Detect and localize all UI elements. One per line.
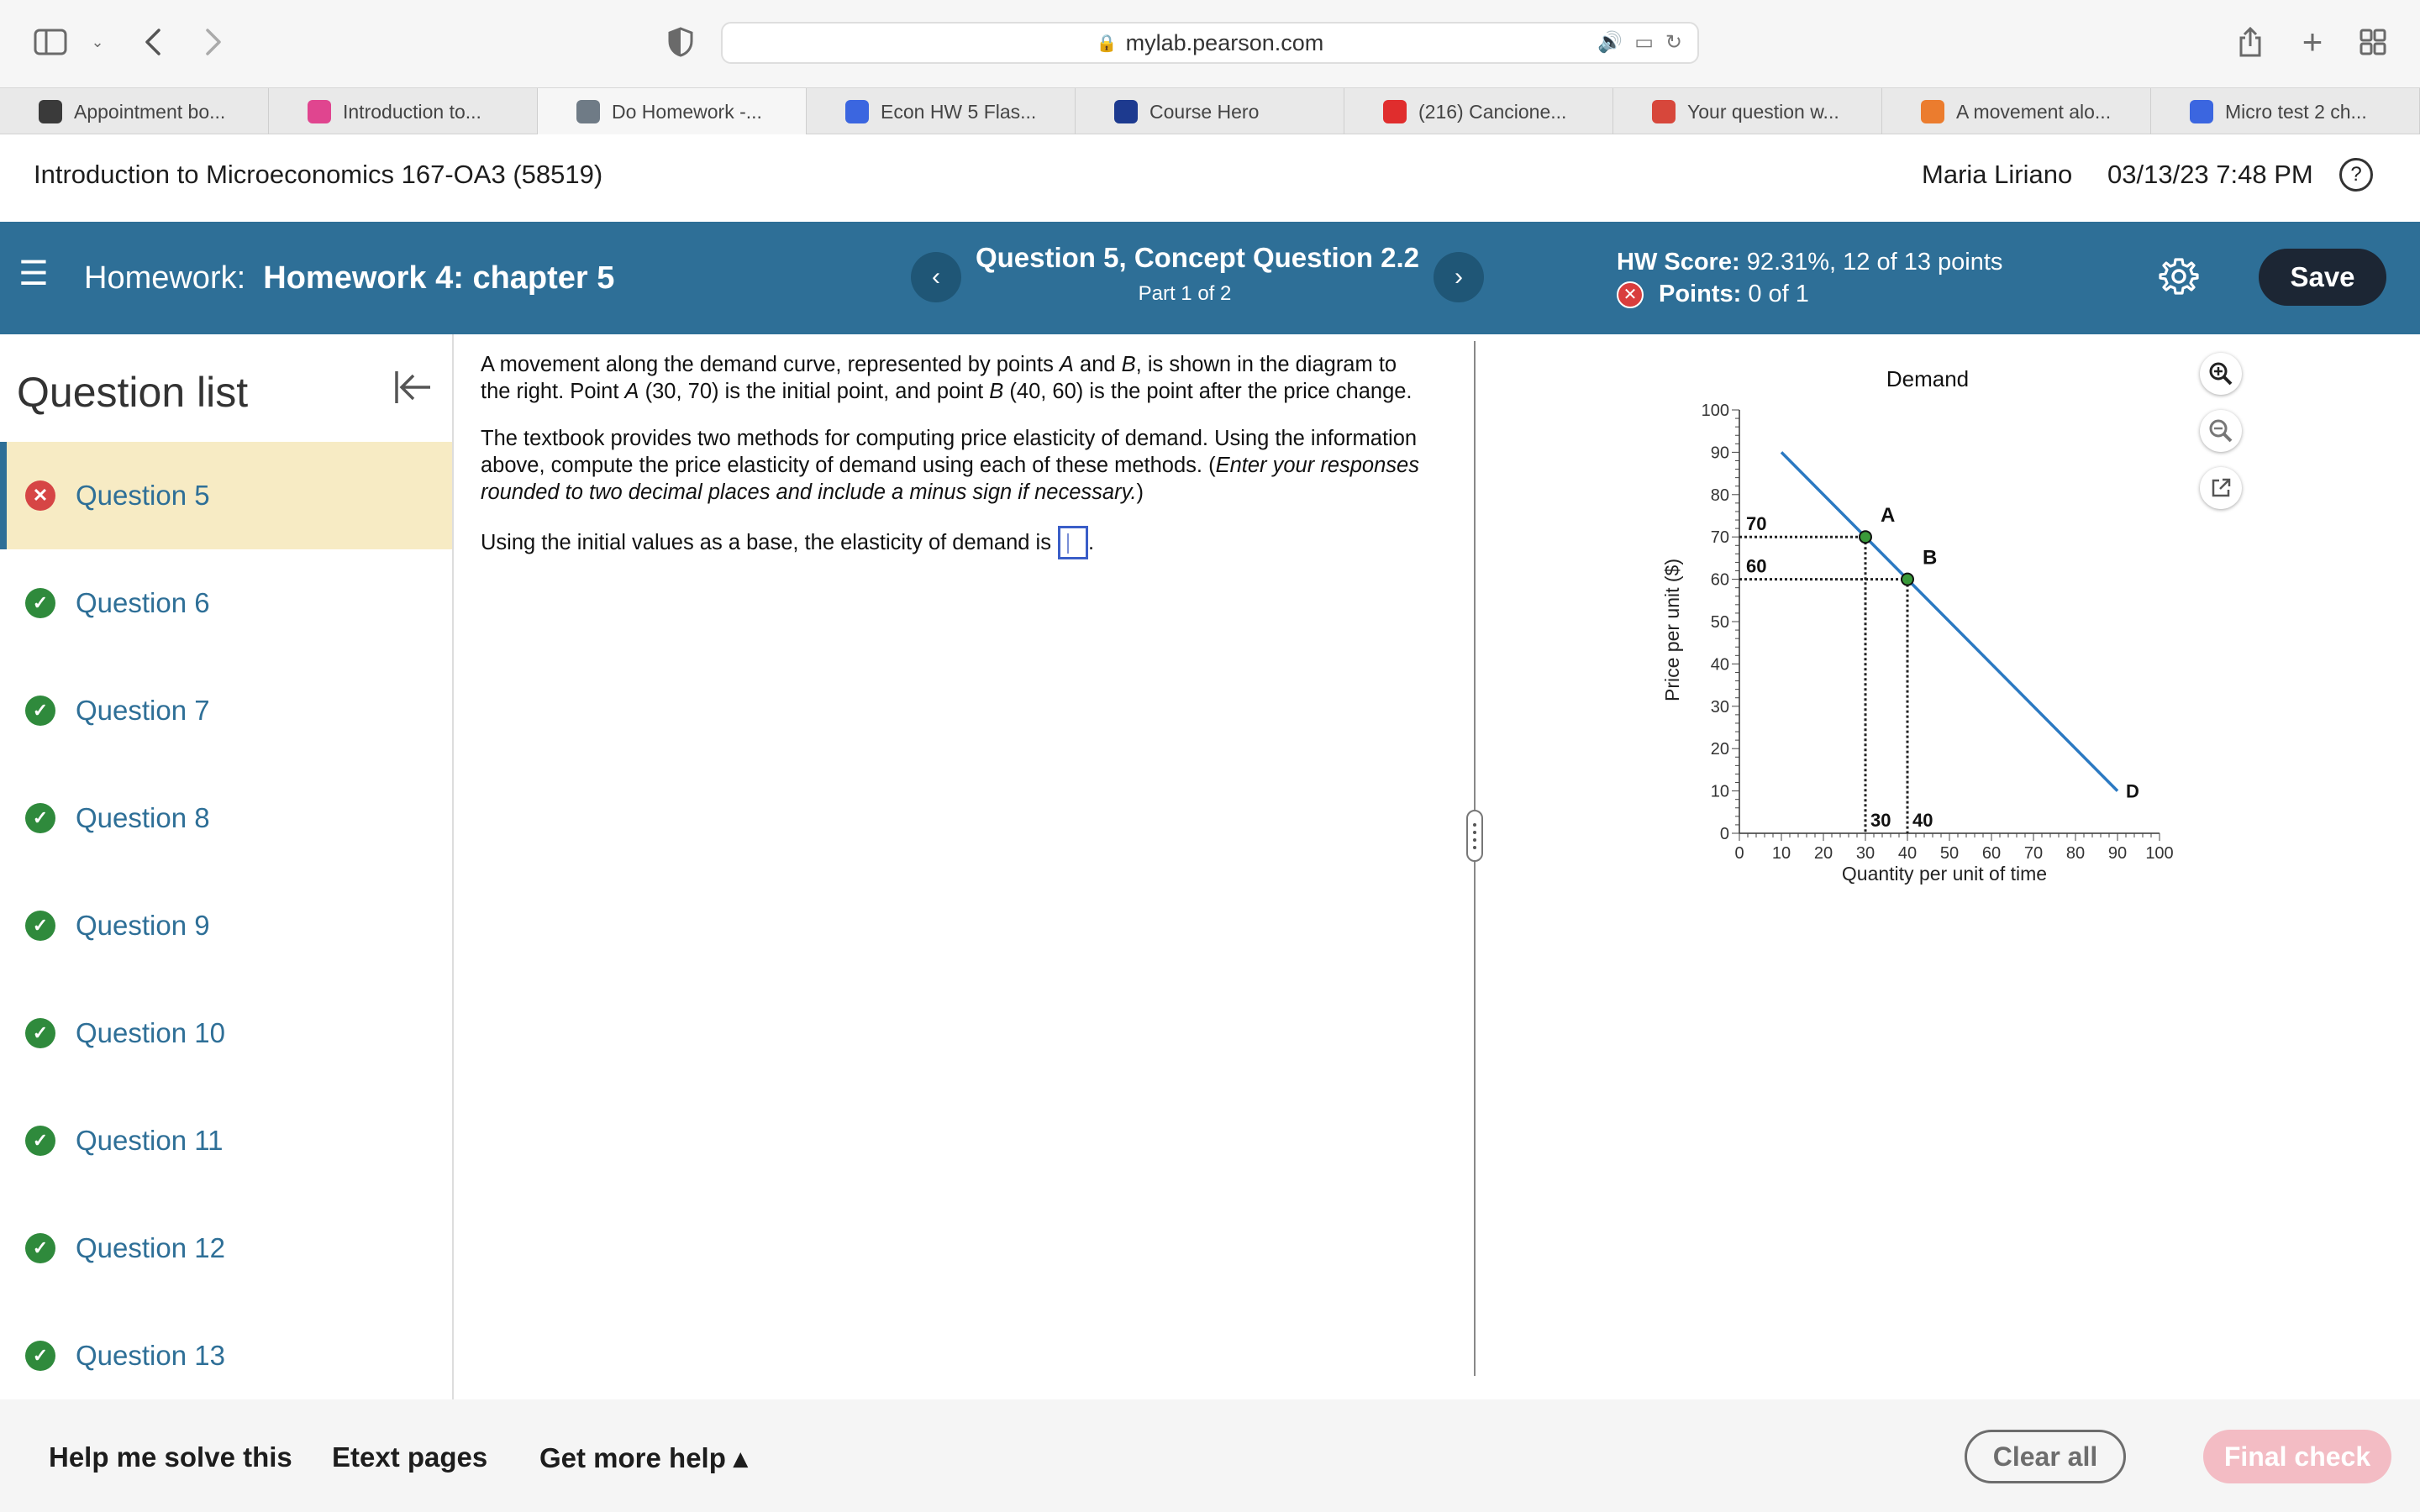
new-tab-icon[interactable]: +	[2302, 22, 2323, 61]
course-header	[0, 134, 2420, 222]
question-list-label: Question 6	[76, 587, 210, 618]
x-tick-label: 80	[2065, 844, 2086, 863]
question-text	[481, 351, 1430, 559]
question-list-item[interactable]	[0, 549, 452, 657]
guide-value-label: 70	[1746, 513, 1767, 535]
y-tick-label: 40	[1710, 655, 1729, 675]
browser-tab-label: Appointment bo...	[74, 100, 226, 123]
question-list-label: Question 12	[76, 1232, 225, 1263]
demand-curve	[1781, 452, 2118, 790]
p-logo-icon	[576, 100, 600, 123]
gmail-icon	[1652, 100, 1676, 123]
browser-tab-label: Micro test 2 ch...	[2225, 100, 2367, 123]
question-list-label: Question 10	[76, 1017, 225, 1048]
y-tick-label: 30	[1710, 697, 1729, 717]
browser-tab[interactable]	[538, 88, 807, 135]
point-label: B	[1923, 546, 1938, 570]
y-tick-label: 100	[1701, 402, 1729, 420]
browser-tab-label: Your question w...	[1687, 100, 1839, 123]
question-list-label: Question 13	[76, 1340, 225, 1371]
question-list-item[interactable]	[0, 1302, 452, 1399]
y-tick-label: 0	[1719, 825, 1729, 843]
question-list-label: Question 9	[76, 910, 210, 941]
browser-tab[interactable]	[269, 88, 538, 135]
reload-icon[interactable]: ↻	[1665, 31, 1682, 54]
question-list-label: Question 7	[76, 695, 210, 726]
y-tick-label: 90	[1710, 444, 1729, 463]
youtube-icon	[1383, 100, 1407, 123]
hw-score	[1617, 249, 2002, 276]
x-tick-label: 100	[2145, 844, 2174, 863]
incorrect-icon: ✕	[25, 480, 55, 511]
question-list-label: Question 11	[76, 1125, 224, 1156]
gear-icon[interactable]	[2158, 255, 2200, 297]
answer-prompt: Using the initial values as a base, the elasticity of demand is	[481, 531, 1051, 554]
collapse-sidebar-icon[interactable]	[392, 366, 434, 408]
zoom-out-icon[interactable]	[2200, 410, 2242, 452]
lock-icon: 🔒	[1096, 34, 1118, 53]
y-tick-label: 20	[1710, 740, 1729, 759]
browser-tab-label: Course Hero	[1150, 100, 1260, 123]
chegg-icon	[1921, 100, 1944, 123]
y-tick-label: 80	[1710, 486, 1729, 505]
guide-value-label: 30	[1870, 810, 1891, 831]
sidebar-toggle-icon[interactable]	[34, 25, 67, 59]
x-tick-label: 20	[1813, 844, 1833, 863]
browser-tab-label: Econ HW 5 Flas...	[881, 100, 1037, 123]
checkmark-icon: ✓	[25, 1233, 55, 1263]
chart-title: Demand	[1886, 366, 1970, 391]
x-tick-label: 30	[1855, 844, 1876, 863]
checkmark-icon: ✓	[25, 1126, 55, 1156]
question-list-item[interactable]	[0, 1087, 452, 1194]
menu-icon[interactable]: ☰	[18, 255, 49, 292]
answer-line: Using the initial values as a base, the elasticity of demand is .	[481, 526, 1430, 559]
y-tick-label: 70	[1710, 528, 1729, 548]
question-list-item[interactable]	[0, 657, 452, 764]
get-more-help-button[interactable]: Get more help ▴	[539, 1442, 748, 1473]
data-point	[1860, 531, 1871, 543]
x-tick-label: 10	[1771, 844, 1791, 863]
question-list-label: Question 5	[76, 480, 210, 511]
checkmark-icon: ✓	[25, 911, 55, 941]
y-axis-label: Price per unit ($)	[1661, 558, 1683, 702]
reader-icon[interactable]: ▭	[1634, 31, 1654, 54]
series-label: D	[2126, 780, 2139, 802]
help-icon[interactable]: ?	[2339, 158, 2373, 192]
browser-tab-label: Do Homework -...	[612, 100, 762, 123]
shield-icon[interactable]	[664, 25, 697, 59]
question-part: Part 1 of 2	[1138, 282, 1232, 305]
points	[1617, 281, 1809, 308]
checkmark-icon: ✓	[25, 1341, 55, 1371]
pane-resize-handle[interactable]	[1466, 810, 1483, 862]
open-external-icon[interactable]	[2200, 467, 2242, 509]
save-button[interactable]: Save	[2259, 249, 2386, 306]
browser-tab[interactable]	[1613, 88, 1882, 135]
y-tick-label: 60	[1710, 570, 1729, 590]
browser-tab[interactable]	[0, 88, 269, 135]
points-value: 0 of 1	[1748, 281, 1809, 307]
etext-pages-button[interactable]: Etext pages	[332, 1441, 488, 1473]
homework-label	[84, 260, 614, 297]
question-list-title: Question list	[17, 369, 249, 416]
question-list	[0, 334, 454, 1399]
browser-tab[interactable]	[807, 88, 1076, 135]
quizlet-icon	[845, 100, 869, 123]
checkmark-icon: ✓	[25, 803, 55, 833]
question-list-label: Question 8	[76, 802, 210, 833]
hw-score-label: HW Score:	[1617, 249, 1740, 276]
homework-bar	[0, 222, 2420, 334]
forward-arrow-icon[interactable]	[197, 25, 230, 59]
browser-toolbar	[0, 0, 2420, 87]
question-paragraph-2: The textbook provides two methods for computing price elasticity of demand. Using the information above, compute the price elasticity of demand using each of these methods. (Enter your responses rounded to two decimal places and include a minus sign if necessary.)	[481, 427, 1419, 504]
quizlet-icon	[2190, 100, 2213, 123]
help-me-solve-button[interactable]: Help me solve this	[49, 1441, 292, 1473]
next-question-button[interactable]: ›	[1434, 252, 1484, 302]
x-tick-label: 40	[1897, 844, 1918, 863]
hw-score-value: 92.31%, 12 of 13 points	[1746, 249, 2003, 276]
date-time: 03/13/23 7:48 PM	[2107, 160, 2313, 189]
x-tick-label: 50	[1939, 844, 1960, 863]
question-list-item[interactable]	[0, 764, 452, 872]
browser-tab[interactable]	[1882, 88, 2151, 135]
x-tick-label: 0	[1734, 844, 1744, 863]
incorrect-icon: ✕	[1617, 281, 1644, 308]
coursehero-icon	[1114, 100, 1138, 123]
data-point	[1902, 574, 1913, 585]
x-tick-label: 90	[2107, 844, 2128, 863]
browser-tab[interactable]	[2151, 88, 2420, 135]
browser-tab-label: (216) Cancione...	[1418, 100, 1567, 123]
browser-tab-label: Introduction to...	[343, 100, 481, 123]
previous-question-button[interactable]: ‹	[911, 252, 961, 302]
question-list-item[interactable]	[0, 979, 452, 1087]
checkmark-icon: ✓	[25, 696, 55, 726]
final-check-button[interactable]: Final check	[2203, 1430, 2391, 1483]
url-text: mylab.pearson.com	[1125, 29, 1324, 55]
back-arrow-icon[interactable]	[136, 25, 170, 59]
question-list-item[interactable]	[0, 1194, 452, 1302]
course-title: Introduction to Microeconomics 167-OA3 (58519)	[34, 160, 603, 189]
elasticity-answer-input[interactable]	[1058, 526, 1088, 559]
x-tick-label: 70	[2023, 844, 2044, 863]
question-list-item[interactable]	[0, 442, 452, 549]
question-title: Question 5, Concept Question 2.2	[975, 242, 1420, 273]
speaker-icon[interactable]: 🔊	[1597, 31, 1623, 54]
guide-value-label: 60	[1746, 555, 1767, 577]
x-tick-label: 60	[1981, 844, 2002, 863]
square-q-icon	[39, 100, 62, 123]
footer-bar	[0, 1399, 2420, 1512]
browser-tab[interactable]	[1076, 88, 1344, 135]
zoom-in-icon[interactable]	[2200, 353, 2242, 395]
question-paragraph-1: A movement along the demand curve, represented by points A and B, is shown in the diagram to the right. Point A (30, 70) is the initial point, and point B (40, 60) is the point after the price change.	[481, 353, 1413, 403]
clear-all-button[interactable]: Clear all	[1965, 1430, 2126, 1483]
points-label: Points:	[1659, 281, 1742, 307]
address-bar[interactable]	[721, 22, 1699, 64]
tab-strip	[0, 87, 2420, 134]
chevron-down-icon[interactable]: ⌄	[91, 33, 104, 50]
point-label: A	[1881, 504, 1896, 528]
tab-overview-icon[interactable]	[2356, 25, 2390, 59]
t-logo-icon	[308, 100, 331, 123]
checkmark-icon: ✓	[25, 588, 55, 618]
y-tick-label: 50	[1710, 613, 1729, 632]
checkmark-icon: ✓	[25, 1018, 55, 1048]
question-list-item[interactable]	[0, 872, 452, 979]
browser-tab[interactable]	[1344, 88, 1613, 135]
homework-prefix: Homework:	[84, 260, 246, 296]
share-icon[interactable]	[2233, 25, 2267, 59]
browser-tab-label: A movement alo...	[1956, 100, 2112, 123]
homework-name: Homework 4: chapter 5	[263, 260, 615, 296]
user-name: Maria Liriano	[1922, 160, 2073, 189]
x-axis-label: Quantity per unit of time	[1841, 863, 2048, 885]
demand-chart	[1647, 361, 2218, 899]
y-tick-label: 10	[1710, 782, 1729, 801]
guide-value-label: 40	[1912, 810, 1933, 831]
